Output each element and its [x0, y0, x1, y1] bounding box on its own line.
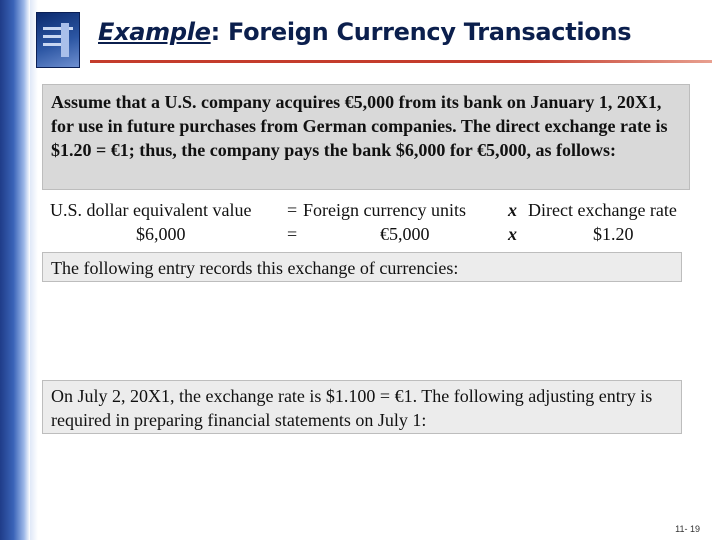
title-example-word: Example — [98, 18, 211, 46]
formula-label-usd: U.S. dollar equivalent value — [50, 200, 252, 220]
page-number: 11- 19 — [675, 524, 700, 534]
title-underline-rule — [90, 60, 712, 63]
entry-note-box — [42, 252, 682, 282]
formula-label-times: x — [508, 200, 517, 220]
intro-box — [42, 84, 690, 190]
formula-value-fc-units: €5,000 — [380, 224, 430, 244]
formula-label-rate: Direct exchange rate — [528, 200, 677, 220]
formula-label-equals: = — [287, 200, 298, 220]
title-rest: : Foreign Currency Transactions — [210, 18, 632, 46]
slide-title — [98, 18, 698, 46]
formula-value-times: x — [508, 224, 517, 244]
adjust-note-box — [42, 380, 682, 434]
intro-text: Assume that a U.S. company acquires €5,000 from its bank on January 1, 20X1, for use in future purchases from German companies. The direct exchange rate is $1.20 = €1; thus, the company pays the bank $6,000 for €5,000, as follows: — [51, 92, 668, 160]
side-decoration-band — [0, 0, 30, 540]
formula-value-rate: $1.20 — [593, 224, 634, 244]
adjust-note-text: On July 2, 20X1, the exchange rate is $1.100 = €1. The following adjusting entry is required in preparing financial statements on July 1: — [51, 386, 653, 430]
formula-value-usd: $6,000 — [136, 224, 186, 244]
formula-label-fc-units: Foreign currency units — [303, 200, 466, 220]
formula-value-equals: = — [287, 224, 298, 244]
side-decoration-fade — [30, 0, 38, 540]
publisher-logo — [36, 12, 80, 68]
entry-note-text: The following entry records this exchange of currencies: — [51, 258, 459, 278]
